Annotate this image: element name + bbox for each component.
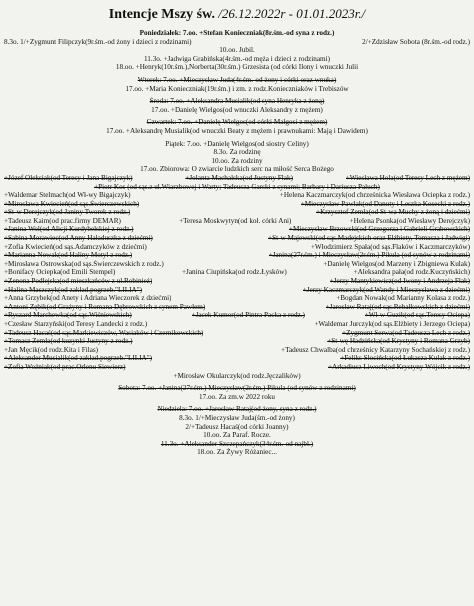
day-block [4,97,470,114]
intention-line [4,251,470,260]
intention-text: Sobota: 7.oo. +Janina(27r.śm.) Mieczysław(2r.śm.) Pikula (od synów z rodzinami) [118,384,356,393]
intention-text: +Teresa Moskwytyn(od koł. córki Ani) [179,216,292,225]
intention-text: Niedziela: 7.oo. +Jarosław Rataj(od żony, syna z rodz.) [157,405,317,414]
day-block [4,76,470,93]
intention-text: 10.oo. Jubil. [219,46,255,55]
intention-text: +St-wę Hadzińska(od Krystyny i Romana Grzyb) [327,337,470,346]
intention-line [4,311,470,320]
intention-text: Wtorek: 7.oo. +Mieczysław Juda(4r.śm.-od żony i córki oraz wnuka) [137,75,337,84]
intention-line [4,354,470,363]
intention-text: Poniedziałek: 7.oo. +Stefan Konieczniak(8r.śm.-od syna z rodz.) [139,29,335,37]
intention-text: +Helena Psonka(od Wiesławy Derejczyk) [349,216,470,225]
intention-text: +Tadeusz Hacaś(od sąs.Markiewiczów, Wasiaków i Czernikowskich) [4,328,204,337]
intention-text: +Jarosław Rataj(od sąs.Rebałkowskich z dziećmi) [325,302,470,311]
intention-line [4,63,470,72]
intention-text: +Waldemar Jurczyk(od sąs.Elżbiety i Jerzego Ociepa) [314,320,470,328]
intention-text: +Waldemar Stelmach(od Wł-wy Bigajczyk) [4,191,131,200]
intention-line [4,303,470,312]
intention-text: +Janina(27r.śm.) i Mieczysław(2r.śm.) Pikula (od synów z rodzinami) [268,251,470,260]
intention-text: +Mieczysław Brzowski(od Grzegorza i Gabrieli Grabowskich) [288,225,470,234]
intention-line [4,320,470,329]
intention-text: +Wł-w Guzik(od sąs.Teresy Ociepa) [364,311,470,320]
intention-text: +Ryszard Marchewka(od sąs.Wiśniewskich) [4,311,132,320]
intention-text: 11.3o. +Aleksander Szczepańczyk(34r.śm.-od najbl.) [160,439,314,448]
intention-text: Piątek: 7.oo. +Danielę Wielgos(od siostry Celiny) [165,139,309,148]
intention-text: +Bonifacy Ociepka(od Emili Stempel) [4,268,116,277]
intention-line [4,157,470,166]
intention-line [4,106,470,115]
intention-line [4,191,470,200]
intention-line [4,217,470,226]
intention-text: +Zenona Podlejska(od mieszkańców z ul.Robinież) [4,277,153,286]
intention-line [4,118,470,127]
intention-line [4,260,470,269]
intention-text: +Marianna Nowak(od Haliny Motyl z rodz.) [4,251,133,260]
intention-text: 17.oo. +Maria Konieczniak(19r.śm.) i zm. z rodz.Konieczniaków i Trebiszów [125,84,349,93]
intentions-list [4,29,470,457]
intention-text: +Mieczysław Pawlak(od Danuty i Leszka Kosecki z rodz.) [300,199,470,208]
intention-line [4,414,470,423]
intention-text: 18.oo. Za Żywy Różaniec... [197,448,277,457]
title-dates: /26.12.2022r - 01.01.2023r./ [218,6,366,21]
intention-text: +Zofia Kwiecień(od sąs.Adamczyków z dziećmi) [4,242,147,251]
intention-text: +Anna Grzybek(od Anety i Adriana Wieczorek z dziećmi) [4,294,172,303]
intention-text: 8.3o. 1/+Zygmunt Filipczyk(9r.śm.-od żony i dzieci z rodzinami) [4,37,192,46]
intention-line [4,38,470,47]
intention-text: 10.oo. Za Paraf. Rocze. [203,431,271,440]
intention-text: 8.3o. Za rodzinę [213,148,261,157]
intention-line [4,127,470,136]
intention-text: Czwartek: 7.oo. +Danielę Wielgos(od córki Małgosi z mężem) [146,118,328,127]
intention-line [4,29,470,38]
intention-text: +Piotr Kos (od sąs.z ul.Wiarzbowej i Warty; Tadeusza Garski z synami; Barbary i Dariusza Paluch) [94,182,380,191]
intention-text: 8.3o. 1/+Mieczysław Juda(śm.-od żony) [179,413,295,422]
intention-text: +Tomasz Zemła(od kuzynki Justyny z rodz.) [4,337,133,346]
intention-text: +Czesław Starzyński(od Teresy Landecki z rodz.) [4,320,148,328]
intention-text: +Mirosław Okularczyk(od rodz.Jęczalików) [173,371,301,380]
intention-line [4,448,470,457]
intention-line [4,55,470,64]
intention-text: +Antoni Zębik(od Grażyny i Romana Dębrowskich z synem Pawłem) [4,302,206,311]
intention-text: +Zygmunt Serwa(od Tadeusza Lech z rodz.) [342,328,470,337]
day-block [4,384,470,401]
intention-text: +Jerzy Mantykiewicz(od Iwony i Andrzeja Flak) [329,277,470,286]
intention-text: +Tadeusz Chwalba(od chrześnicy Katarzyny Sochańskiej z rodz.) [281,345,470,354]
intention-line [4,208,470,217]
intention-text: +Helena Kaczmarczyk(od chrześnicka Wiesława Ociepka z rodz.) [279,191,470,200]
intention-line [4,268,470,277]
intention-text: 17.oo. Za zm.w 2022 roku [198,392,276,401]
intention-text: +Mirosława Kwiecień(od sąs.Świerczewskich) [4,199,140,208]
intention-text: +Bogdan Nowak(od Marianny Kolasa z rodz.) [336,294,470,303]
intention-line [4,286,470,295]
intention-line [4,165,470,174]
intention-text: +Jan Męcik(od rodz.Kita i Filas) [4,345,99,354]
intention-line [4,363,470,372]
intention-text: +Aleksandra pała(od rodz.Kuczyńskich) [353,268,470,277]
intention-line [4,337,470,346]
intention-line [4,183,470,192]
intention-line [4,234,470,243]
intention-text: +Janina Ciupińska(od rodz.Łysków) [181,268,287,277]
intention-line [4,329,470,338]
intention-text: +Włodzimierz Spała(od sąs.Flaków i Kaczmarczyków) [310,242,470,251]
intention-line [4,440,470,449]
intention-line [4,140,470,149]
intention-text: +St-w Derejczyk(od Janiny Tworek z rodz.) [4,208,131,217]
intention-text: +Krzysztof Zemła(od St-wa Muchy z żoną i dziećmi) [316,208,470,217]
title-main: Intencje Mszy św. [108,7,215,22]
intention-text: 17.oo. +Danielę Wielgos(od wnuczki Aleksandry z mężem) [151,105,323,114]
day-block [4,118,470,135]
intention-line [4,405,470,414]
intention-line [4,200,470,209]
intention-text: +St-w Majewski(od sąs.Madejskich oraz Elżbiety, Tomasza i Jadwigi) [268,234,470,243]
intention-line [4,384,470,393]
intention-text: +Jolanta Machalska(od Justyny Flak) [185,173,293,182]
intention-text: +Józef Oleksiak(od Teresy i Jana Bigajczyk) [4,173,133,182]
intention-line [4,277,470,286]
intention-text: +Zofia Woźniak(od prac.Orlenu Siewierz) [4,362,126,371]
intention-line [4,148,470,157]
intention-text: +Mirosława Ostrowska(od sąs.Świerczewskich z rodz.) [4,259,164,268]
intention-line [4,174,470,183]
intention-line [4,294,470,303]
intention-text: 2/+Zdzisław Sobota (8r.śm.-od rodz.) [362,37,470,46]
day-block [4,140,470,381]
intention-text: +Feliks Słocińska(od Łukasza Kulak z rodz.) [340,354,470,363]
intention-line [4,393,470,402]
intention-line [4,85,470,94]
intention-text: +Jacek Kumor(od Pintra Packa z rodz.) [191,311,305,320]
intention-line [4,372,470,381]
intention-text: +Danielę Wielgos(od Marzeny i Zbigniewa Kulak) [323,259,470,268]
intention-line [4,97,470,106]
intention-text: +Wiesława Hola(od Teresy Lech z mężem) [345,173,470,182]
intention-text: +Janina Wol(od Alicji Kurdybelskiej z rodz.) [4,225,134,234]
intention-text: 11.3o. +Jadwiga Grabińska(4r.śm.-od męża i dzieci z rodzinami) [143,54,330,63]
intention-text: 17.oo. Zbiorowa: O zwiarcie ludzkich serc na miłość Serca Bożego [140,165,334,174]
page-title [4,6,470,23]
intention-text: +Jerzy Kaczmarczyk(od Wandy i Mieczysława z dziećmi) [302,285,470,294]
intention-line [4,76,470,85]
day-block [4,29,470,72]
intention-line [4,243,470,252]
intention-line [4,431,470,440]
intention-text: Środa: 7.oo. +Aleksandra Musialik(od syna Henryka z żoną) [149,97,325,106]
intention-text: +Arkadiusz Liwoch(od Krystyny Wójcik z rodz.) [327,362,470,371]
intention-text: +Halina Maszczyk(od zakład.pogrzeb."LILIA") [4,285,143,294]
intention-line [4,225,470,234]
intention-text: 18.oo. +Henryk(10r.śm.),Norberta(30r.śm.) Grzesista (od córki Ilony i wnuczki Julii [115,63,359,72]
intention-line [4,423,470,432]
day-block [4,405,470,457]
intention-text: 10.oo. Za rodziny [211,156,263,165]
intention-text: 2/+Tadeusz Hacaś(od córki Joanny) [185,422,289,431]
intention-text: +Tadeusz Kaim(od prac.firmy DEMAR) [4,216,121,225]
intention-text: +Aleksander Musialik(od zakład.pogrzeb."LILIA") [4,354,153,363]
intention-text: 17.oo. +Aleksandrę Musialik(od wnuczki Beaty z mężem i prawnukami: Mają i Dawidem) [106,126,368,135]
intention-line [4,346,470,355]
intention-text: +Sabina Morawiec(od Anny Haładuszka z dziećmi) [4,234,153,243]
intention-line [4,46,470,55]
